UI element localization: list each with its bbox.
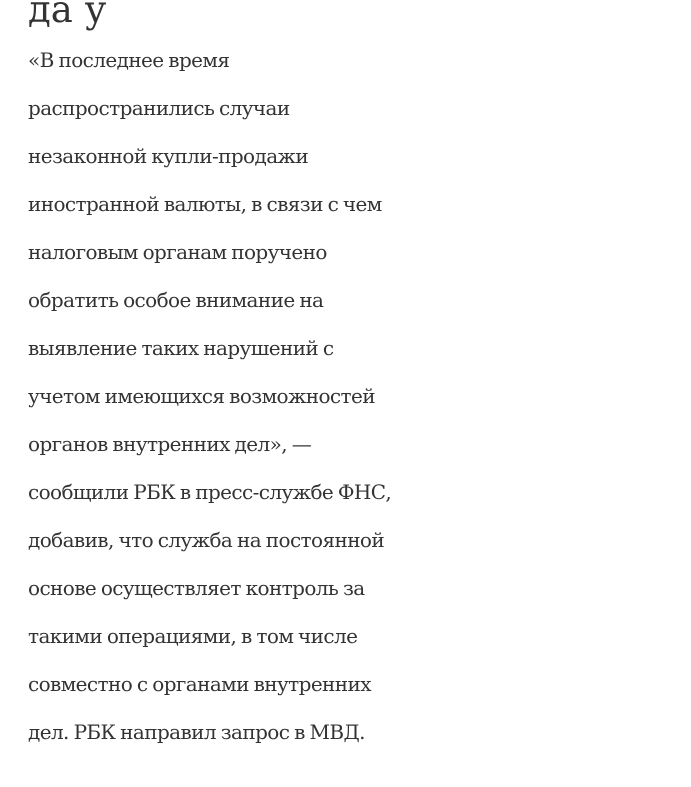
previous-paragraph-fragment: да у	[28, 0, 107, 31]
paragraph-line: незаконной купли-продажи	[28, 144, 309, 168]
paragraph-line: распространились случаи	[28, 96, 290, 120]
paragraph-line: совместно с органами внутренних	[28, 672, 371, 696]
paragraph-line: налоговым органам поручено	[28, 240, 327, 264]
paragraph-line: сообщили РБК в пресс-службе ФНС,	[28, 480, 392, 504]
paragraph-line: добавив, что служба на постоянной	[28, 528, 385, 552]
paragraph-line: учетом имеющихся возможностей	[28, 384, 375, 408]
paragraph-line: иностранной валюты, в связи с чем	[28, 192, 382, 216]
paragraph-line: основе осуществляет контроль за	[28, 576, 365, 600]
article-paragraph	[28, 36, 688, 756]
paragraph-line: такими операциями, в том числе	[28, 624, 358, 648]
paragraph-line: органов внутренних дел», —	[28, 432, 312, 456]
paragraph-line: «В последнее время	[28, 48, 230, 72]
paragraph-line: дел. РБК направил запрос в МВД.	[28, 720, 365, 744]
paragraph-line: обратить особое внимание на	[28, 288, 324, 312]
paragraph-line: выявление таких нарушений с	[28, 336, 334, 360]
